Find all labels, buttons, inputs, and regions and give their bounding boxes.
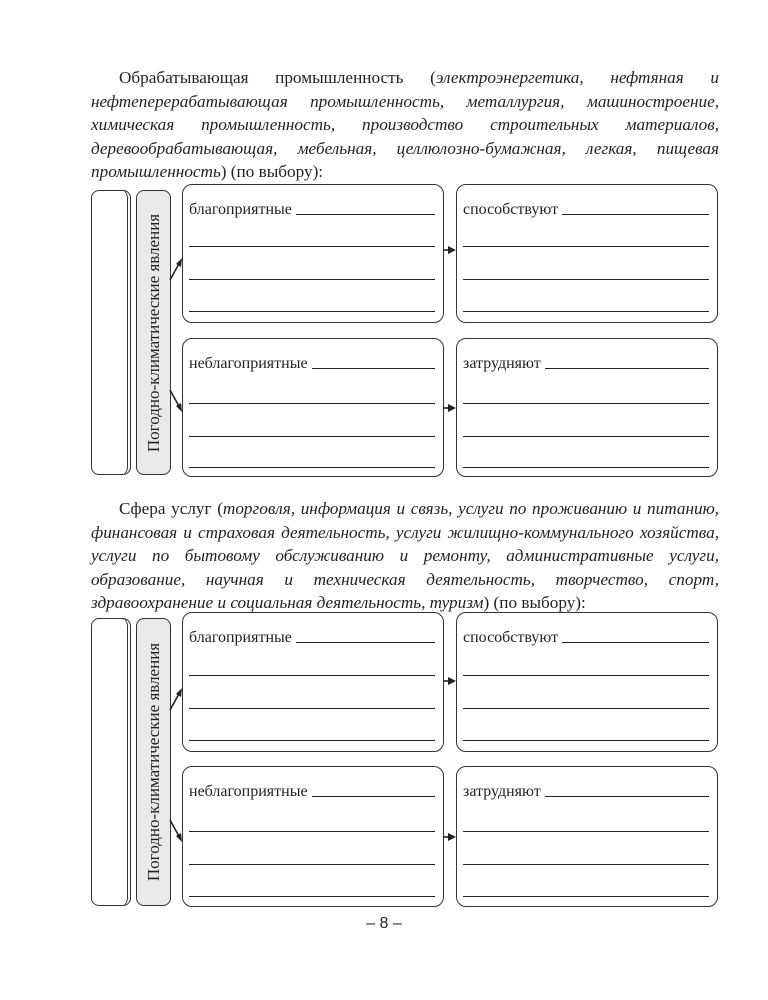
contributes-label: способствуют [463, 629, 559, 646]
intro-tail: ) (по выбору): [483, 593, 586, 613]
answer-line[interactable] [463, 896, 709, 897]
answer-line[interactable] [463, 311, 709, 312]
answer-line[interactable] [312, 795, 435, 797]
page-number: – 8 – [366, 915, 402, 932]
unfavorable-box [182, 766, 444, 907]
answer-line[interactable] [189, 467, 435, 468]
answer-line[interactable] [189, 403, 435, 404]
contributes-label: способствуют [463, 201, 559, 218]
answer-line[interactable] [463, 467, 709, 468]
hinders-label: затрудняют [463, 355, 541, 372]
answer-line[interactable] [463, 708, 709, 709]
intro-text: Обрабатывающая промышленность ( [119, 68, 436, 87]
arrow-right-icon [443, 402, 457, 414]
section2-intro [91, 497, 719, 615]
hinders-label: затрудняют [463, 783, 541, 800]
answer-line[interactable] [463, 864, 709, 865]
contributes-box [456, 612, 718, 752]
unfavorable-label: неблагоприятные [189, 355, 308, 372]
answer-line[interactable] [463, 279, 709, 280]
hinders-box [456, 766, 718, 907]
answer-line[interactable] [562, 213, 709, 215]
hinders-box [456, 338, 718, 477]
answer-line[interactable] [189, 864, 435, 865]
answer-line[interactable] [189, 311, 435, 312]
answer-line[interactable] [189, 279, 435, 280]
answer-line[interactable] [463, 675, 709, 676]
answer-line[interactable] [296, 213, 435, 215]
answer-line[interactable] [296, 641, 435, 643]
arrow-right-icon [443, 675, 457, 687]
answer-line[interactable] [545, 367, 709, 369]
side-label: Погодно-климатические явления [143, 213, 163, 452]
answer-line[interactable] [545, 795, 709, 797]
answer-line[interactable] [189, 675, 435, 676]
answer-line[interactable] [189, 831, 435, 832]
answer-line[interactable] [189, 436, 435, 437]
intro-text: Сфера услуг ( [119, 499, 223, 518]
side-label-box [136, 190, 171, 475]
unfavorable-box [182, 338, 444, 477]
arrow-right-icon [443, 831, 457, 843]
answer-line[interactable] [562, 641, 709, 643]
arrow-right-icon [443, 244, 457, 256]
answer-line[interactable] [463, 403, 709, 404]
intro-tail: ) (по выбору): [220, 162, 324, 182]
answer-box-side[interactable] [91, 618, 131, 906]
answer-line[interactable] [189, 896, 435, 897]
favorable-box [182, 184, 444, 323]
answer-line[interactable] [189, 740, 435, 741]
answer-line[interactable] [189, 708, 435, 709]
contributes-box [456, 184, 718, 323]
side-label: Погодно-климатические явления [143, 642, 163, 882]
answer-line[interactable] [463, 831, 709, 832]
answer-line[interactable] [463, 246, 709, 247]
answer-line[interactable] [189, 246, 435, 247]
favorable-label: благоприятные [189, 201, 292, 218]
answer-line[interactable] [463, 436, 709, 437]
industries-list: электроэнергетика, нефтяная и нефтеперерабатывающая промышленность, металлургия, машиностроение, химическая промышленность, производство строительных материалов, деревообрабатывающая, мебельная, целлюлозно-бумажная, легкая, пищевая промышленность [91, 68, 719, 182]
favorable-box [182, 612, 444, 752]
unfavorable-label: неблагоприятные [189, 783, 308, 800]
side-label-box [136, 618, 171, 906]
answer-line[interactable] [463, 740, 709, 741]
answer-line[interactable] [312, 367, 435, 369]
favorable-label: благоприятные [189, 629, 292, 646]
section1-intro [91, 66, 719, 184]
answer-box-side[interactable] [91, 190, 131, 475]
services-list: торговля, информация и связь, услуги по проживанию и питанию, финансовая и страховая деятельность, услуги жилищно-коммунального хозяйства, услуги по бытовому обслуживанию и ремонту, административные услуги, образование, научная и техническая деятельность, творчество, спорт, здравоохранение и социальная деятельность, туризм [91, 499, 719, 613]
